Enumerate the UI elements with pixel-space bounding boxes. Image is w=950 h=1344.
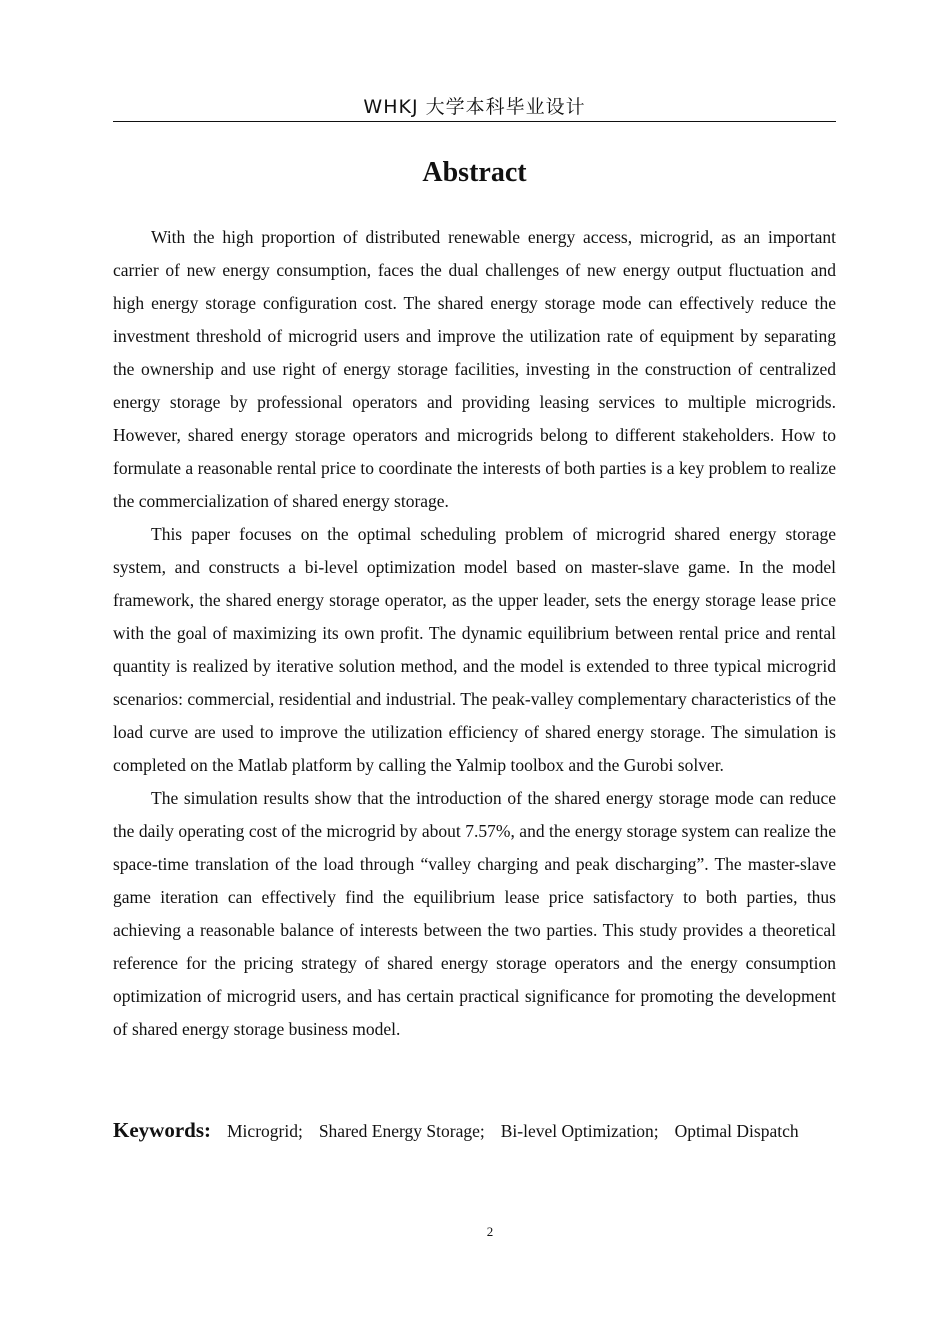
keyword-item: Bi-level Optimization; <box>500 1121 659 1141</box>
keywords-line <box>113 1116 836 1145</box>
page-number: 2 <box>486 1224 494 1239</box>
abstract-paragraph-3: The simulation results show that the introduction of the shared energy storage mode can reduce the daily operating cost of the microgrid by about 7.57%, and the energy storage system can realize the space-time translation of the load through “valley charging and peak discharging”. The master-slave game iteration can effectively find the equilibrium lease price satisfactory to both parties, thus achieving a reasonable balance of interests between the two parties. This study provides a theoretical reference for the pricing strategy of shared energy storage operators and the energy consumption optimization of microgrid users, and has certain practical significance for promoting the development of shared energy storage business model. <box>113 788 836 1039</box>
abstract-title: Abstract <box>422 157 527 188</box>
abstract-paragraph-1: With the high proportion of distributed renewable energy access, microgrid, as an important carrier of new energy consumption, faces the dual challenges of new energy output fluctuation and high energy storage configuration cost. The shared energy storage mode can effectively reduce the investment threshold of microgrid users and improve the utilization rate of equipment by separating the ownership and use right of energy storage facilities, investing in the construction of centralized energy storage by professional operators and providing leasing services to multiple microgrids. However, shared energy storage operators and microgrids belong to different stakeholders. How to formulate a reasonable rental price to coordinate the interests of both parties is a key problem to realize the commercialization of shared energy storage. <box>113 227 836 511</box>
keyword-item: Shared Energy Storage; <box>318 1121 485 1141</box>
keywords-label: Keywords: <box>113 1118 211 1142</box>
keyword-item: Optimal Dispatch <box>674 1121 799 1141</box>
running-header: WHKJ 大学本科毕业设计 <box>363 96 586 118</box>
header-rule <box>113 121 836 122</box>
abstract-body <box>113 221 836 1046</box>
abstract-paragraph-2: This paper focuses on the optimal scheduling problem of microgrid shared energy storage system, and constructs a bi-level optimization model based on master-slave game. In the model framework, the shared energy storage operator, as the upper leader, sets the energy storage lease price with the goal of maximizing its own profit. The dynamic equilibrium between rental price and rental quantity is realized by iterative solution method, and the model is extended to three typical microgrid scenarios: commercial, residential and industrial. The peak-valley complementary characteristics of the load curve are used to improve the utilization efficiency of shared energy storage. The simulation is completed on the Matlab platform by calling the Yalmip toolbox and the Gurobi solver. <box>113 524 836 775</box>
keyword-item: Microgrid; <box>227 1121 303 1141</box>
